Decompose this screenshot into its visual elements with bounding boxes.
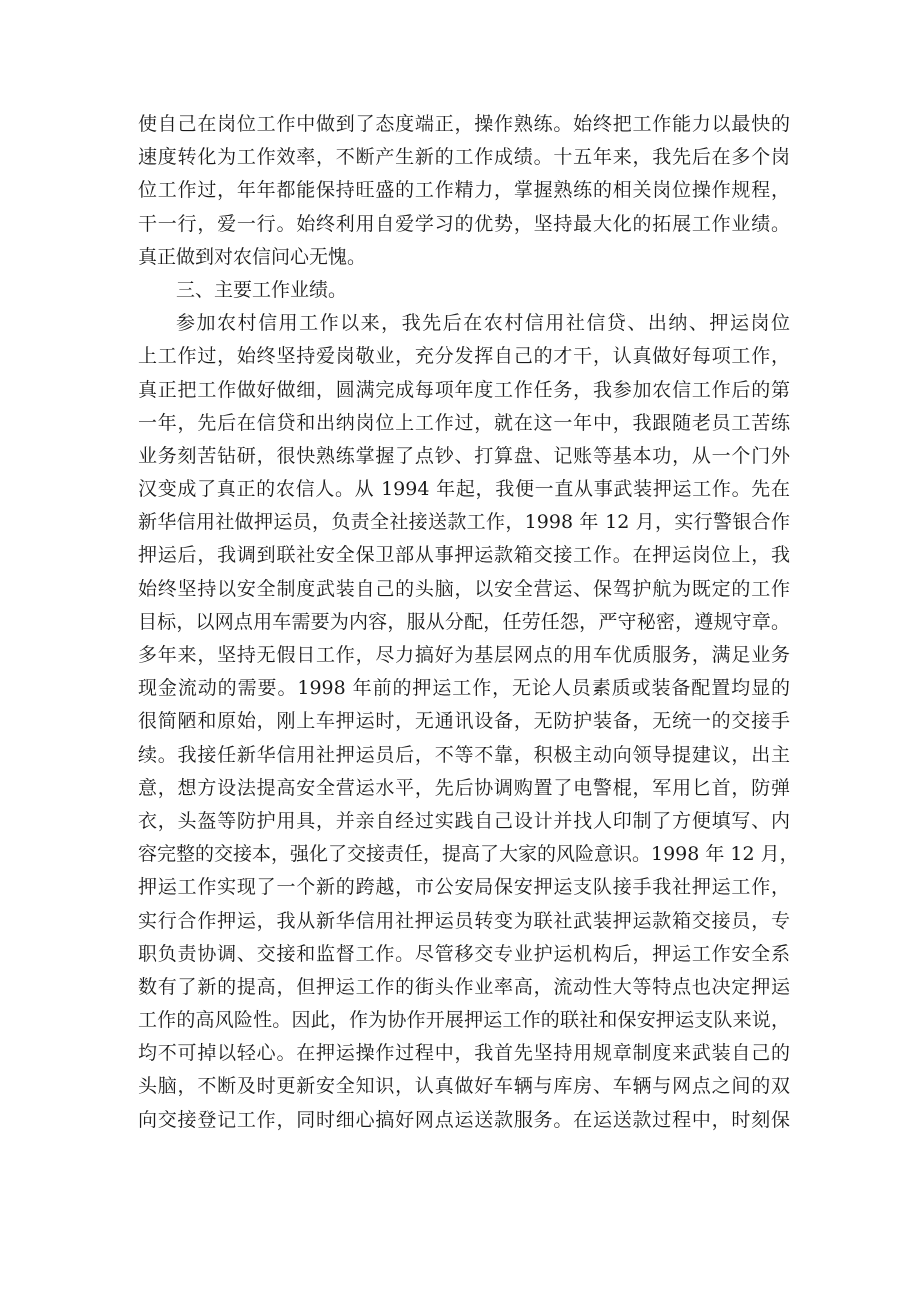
text-line: 速度转化为工作效率，不断产生新的工作成绩。十五年来，我先后在多个岗: [138, 146, 790, 169]
text-line: 续。我接任新华信用社押运员后，不等不靠，积极主动向领导提建议，出主: [138, 743, 790, 766]
text-line: 均不可掉以轻心。在押运操作过程中，我首先坚持用规章制度来武装自己的: [138, 1042, 790, 1065]
text-line: 新华信用社做押运员，负责全社接送款工作，1998 年 12 月，实行警银合作: [138, 511, 790, 534]
text-line: 数有了新的提高，但押运工作的街头作业率高，流动性大等特点也决定押运: [138, 975, 790, 998]
text-line: 衣，头盔等防护用具，并亲自经过实践自己设计并找人印制了方便填写、内: [138, 809, 790, 832]
text-line: 职负责协调、交接和监督工作。尽管移交专业护运机构后，押运工作安全系: [138, 942, 790, 965]
text-line: 使自己在岗位工作中做到了态度端正，操作熟练。始终把工作能力以最快的: [138, 113, 790, 135]
text-line: 目标，以网点用车需要为内容，服从分配，任劳任怨，严守秘密，遵规守章。: [138, 610, 790, 633]
text-line: 容完整的交接本，强化了交接责任，提高了大家的风险意识。1998 年 12 月，: [138, 843, 799, 866]
text-line: 三、主要工作业绩。: [176, 278, 348, 301]
text-line: 干一行，爱一行。始终利用自爱学习的优势，坚持最大化的拓展工作业绩。: [138, 212, 790, 235]
document-page: [138, 108, 799, 1137]
text-line: 多年来，坚持无假日工作，尽力搞好为基层网点的用车优质服务，满足业务: [138, 644, 790, 666]
text-line: 意，想方设法提高安全营运水平，先后协调购置了电警棍，军用匕首，防弹: [138, 776, 790, 799]
text-line: 押运工作实现了一个新的跨越，市公安局保安押运支队接手我社押运工作，: [138, 876, 790, 899]
text-line: 真正做到对农信问心无愧。: [138, 245, 367, 268]
text-line: 工作的高风险性。因此，作为协作开展押运工作的联社和保安押运支队来说，: [138, 1009, 790, 1032]
text-line: 上工作过，始终坚持爱岗敬业，充分发挥自己的才干，认真做好每项工作，: [138, 345, 790, 368]
text-line: 参加农村信用工作以来，我先后在农村信用社信贷、出纳、押运岗位: [176, 312, 790, 335]
text-line: 很简陋和原始，刚上车押运时，无通讯设备，无防护装备，无统一的交接手: [138, 710, 790, 733]
text-line: 业务刻苦钻研，很快熟练掌握了点钞、打算盘、记账等基本功，从一个门外: [138, 444, 790, 467]
text-line: 现金流动的需要。1998 年前的押运工作，无论人员素质或装备配置均显的: [138, 677, 790, 700]
text-line: 押运后，我调到联社安全保卫部从事押运款箱交接工作。在押运岗位上，我: [138, 544, 790, 567]
text-line: 汉变成了真正的农信人。从 1994 年起，我便一直从事武装押运工作。先在: [138, 478, 790, 501]
text-line: 真正把工作做好做细，圆满完成每项年度工作任务，我参加农信工作后的第: [138, 378, 790, 401]
text-line: 实行合作押运，我从新华信用社押运员转变为联社武装押运款箱交接员，专: [138, 909, 790, 932]
text-line: 位工作过，年年都能保持旺盛的工作精力，掌握熟练的相关岗位操作规程，: [138, 179, 790, 202]
text-line: 头脑，不断及时更新安全知识，认真做好车辆与库房、车辆与网点之间的双: [138, 1075, 790, 1098]
text-line: 一年，先后在信贷和出纳岗位上工作过，就在这一年中，我跟随老员工苦练: [138, 411, 790, 434]
text-line: 始终坚持以安全制度武装自己的头脑，以安全营运、保驾护航为既定的工作: [138, 577, 790, 600]
text-line: 向交接登记工作，同时细心搞好网点运送款服务。在运送款过程中，时刻保: [138, 1108, 790, 1131]
